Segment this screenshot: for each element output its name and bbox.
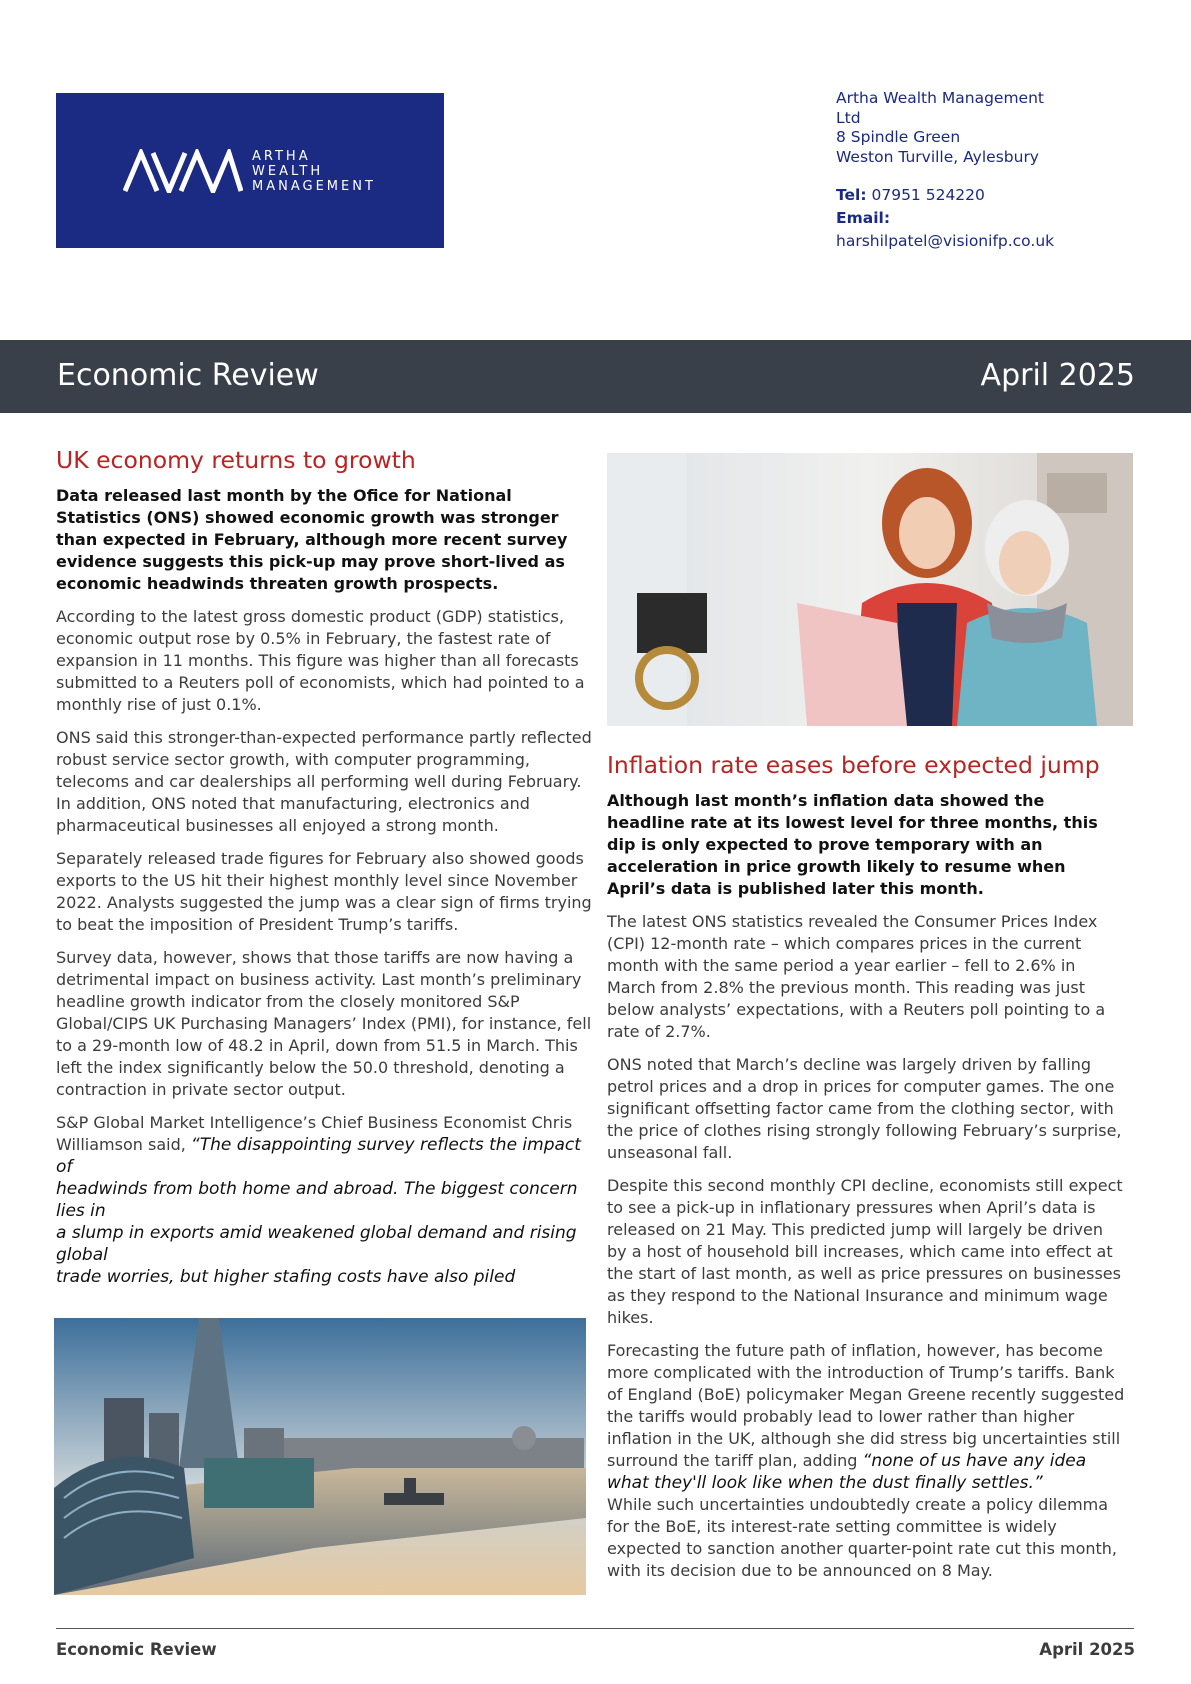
email-label-row: [836, 207, 1116, 230]
quote-intro: S&P Global Market Intelligence’s Chief Business Economist Chris Williamson said,: [56, 1113, 573, 1154]
address-street: 8 Spindle Green: [836, 128, 961, 146]
article-paragraph: ONS said this stronger-than-expected performance partly reflected robust service sector growth, with computer programming, telecoms and car dealerships all performing well during February. In addition, ONS noted that manufacturing, electronics and pharmaceutical businesses all enjoyed a strong month.: [56, 728, 592, 835]
company-name-line-2: Ltd: [836, 108, 861, 127]
london-skyline-photo: [54, 1318, 586, 1595]
shopping-photo: [607, 453, 1133, 726]
logo-wordmark: [252, 149, 376, 194]
article-uk-growth: [56, 445, 596, 1288]
logo-line-3: MANAGEMENT: [252, 179, 376, 194]
article-paragraph: Separately released trade figures for February also showed goods exports to the US hit their highest monthly level since November 2022. Analysts suggested the jump was a clear sign of firms trying to beat the imposition of President Trump’s tariffs.: [56, 849, 592, 934]
article-paragraph: ONS noted that March’s decline was largely driven by falling petrol prices and a drop in prices for computer games. The one significant offsetting factor came from the clothing sector, with the price of clothes rising strongly following February’s surprise, unseasonal fall.: [607, 1055, 1122, 1162]
footer-date: April 2025: [1039, 1640, 1135, 1659]
article-paragraph: The latest ONS statistics revealed the Consumer Prices Index (CPI) 12-month rate – which compares prices in the current month with the same period a year earlier – fell to 2.6% in March from 2.8% the previous month. This reading was just below analysts’ expectations, with a Reuters poll pointing to a rate of 2.7%.: [607, 912, 1106, 1041]
quote-intro: Forecasting the future path of inflation, however, has become more complicated with the introduction of Trump’s tariffs. Bank of England (BoE) policymaker Megan Greene recently suggested the tariffs would probably lead to lower rather than higher inflation in the UK, although she did stress big uncertainties still surround the tariff plan, adding: [607, 1341, 1125, 1470]
article-paragraph-quote: [607, 1340, 1127, 1494]
logo-line-1: ARTHA: [252, 149, 311, 164]
quote-line-3: a slump in exports amid weakened global demand and rising global: [56, 1223, 577, 1265]
banner-date: April 2025: [980, 358, 1135, 393]
article-heading: UK economy returns to growth: [56, 446, 416, 474]
article-lead: Data released last month by the Ofice for National Statistics (ONS) showed economic growth was stronger than expected in February, although more recent survey evidence suggests this pick-up may prove short-lived as economic headwinds threaten growth prospects.: [56, 486, 568, 593]
article-paragraph: According to the latest gross domestic product (GDP) statistics, economic output rose by 0.5% in February, the fastest rate of expansion in 11 months. This figure was higher than all forecasts submitted to a Reuters poll of economists, which had pointed to a monthly rise of just 0.1%.: [56, 607, 585, 714]
company-logo: [56, 93, 444, 248]
email-label: Email:: [836, 209, 891, 227]
banner-title: Economic Review: [57, 358, 319, 393]
article-heading: Inflation rate eases before expected jump: [607, 751, 1100, 779]
footer-divider: [56, 1628, 1134, 1629]
article-paragraph: Survey data, however, shows that those tariffs are now having a detrimental impact on business activity. Last month’s preliminary headline growth indicator from the closely monitored S&P Global/CIPS UK Purchasing Managers’ Index (PMI), for instance, fell to a 29-month low of 48.2 in April, down from 51.5 in March. This left the index significantly below the 50.0 threshold, denoting a contraction in private sector output.: [56, 948, 592, 1099]
tel-number[interactable]: 07951 524220: [871, 186, 985, 204]
shopping-photo-illustration: [607, 453, 1133, 726]
article-paragraph: Despite this second monthly CPI decline, economists still expect to see a pick-up in inflationary pressures when April’s data is released on 21 May. This predicted jump will largely be driven by a host of household bill increases, which came into effect at the start of last month, as well as price pressures on businesses as they respond to the National Insurance and minimum wage hikes.: [607, 1176, 1123, 1327]
address-town: Weston Turville, Aylesbury: [836, 147, 1039, 166]
awm-monogram-icon: [123, 149, 243, 193]
contact-details: [836, 184, 1116, 253]
title-banner: [0, 340, 1191, 413]
quote-line-4: trade worries, but higher stafing costs have also piled: [56, 1267, 516, 1287]
article-paragraph-quote: [56, 1112, 596, 1178]
quote-text: “none of us have any idea what they'll look like when the dust finally settles.”: [607, 1451, 1087, 1493]
email-address[interactable]: harshilpatel@visionifp.co.uk: [836, 232, 1055, 250]
logo-line-2: WEALTH: [252, 164, 324, 179]
quote-line-1: “The disappointing survey reflects the impact of: [56, 1135, 581, 1177]
telephone-row: [836, 184, 1116, 207]
footer-title: Economic Review: [56, 1640, 217, 1659]
article-inflation: [607, 750, 1127, 1593]
tel-label: Tel:: [836, 186, 867, 204]
article-lead: Although last month’s inflation data showed the headline rate at its lowest level for three months, this dip is only expected to prove temporary with an acceleration in price growth likely to resume when April’s data is published later this month.: [607, 791, 1098, 898]
article-paragraph: While such uncertainties undoubtedly create a policy dilemma for the BoE, its interest-rate setting committee is widely expected to sanction another quarter-point rate cut this month, with its decision due to be announced on 8 May.: [607, 1495, 1117, 1580]
london-skyline-illustration: [54, 1318, 586, 1595]
company-address: [836, 89, 1096, 167]
quote-line-2: headwinds from both home and abroad. The biggest concern lies in: [56, 1179, 578, 1221]
company-name-line-1: Artha Wealth Management: [836, 89, 1044, 107]
